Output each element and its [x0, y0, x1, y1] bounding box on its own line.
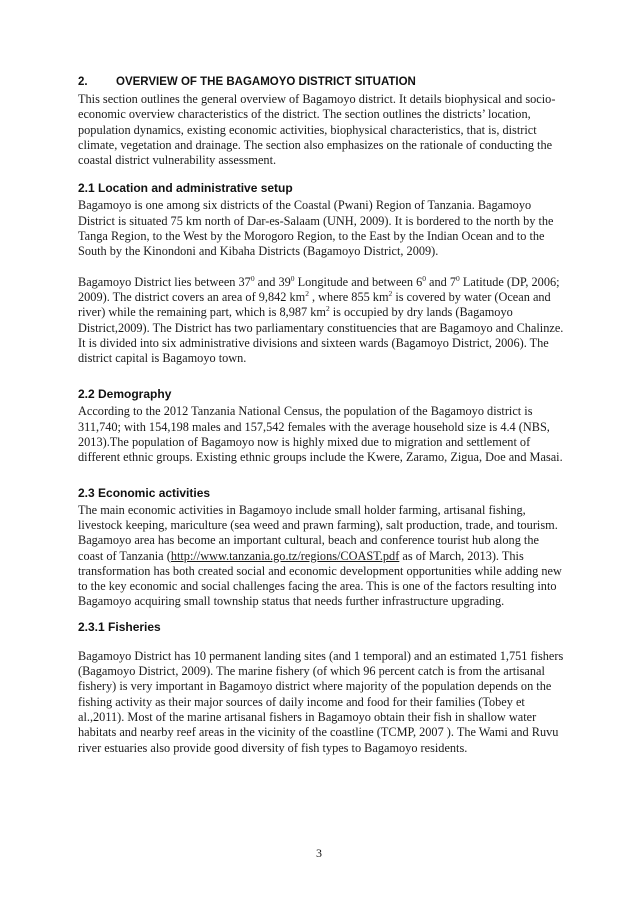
section-2-number: 2. — [78, 76, 88, 88]
section-2-title: OVERVIEW OF THE BAGAMOYO DISTRICT SITUATION — [116, 76, 416, 88]
section-2-1-para-2: Bagamoyo District lies between $37^0$ and $39^0$ Longitude and between $6^0$ and $7^0$ Latitude (DP, 2006; 2009). The district covers an area of 9,842 $km^2$ , where 855 $km^2$ is covered by water (Ocean and river) while the remaining part, which is 8,987 $km^2$ is occupied by dry lands (Bagamoyo District,2009). The District has two parliamentary constituencies that are Bagamoyo and Chalinze. It is divided into six administrative divisions and sixteen wards (Bagamoyo District, 2006). The district capital is Bagamoyo town. — [78, 273, 564, 366]
section-2-3-1-heading: 2.3.1 Fisheries — [78, 619, 161, 634]
section-2-2-heading: 2.2 Demography — [78, 387, 172, 402]
section-2-3-para: The main economic activities in Bagamoyo include small holder farming, artisanal fishing, livestock keeping, mariculture (sea weed and prawn farming), salt production, trade, and tourism. Bagamoyo area has become an important cultural, beach and conference tourist hub along the coast of Tanzania (http://www.tanzania.go.tz/regions/COAST.pdf as of March, 2013). This transformation has both created social and economic development opportunities while adding new to the key economic and social challenges facing the area. This is one of the factors resulting into Bagamoyo acquiring small township status that needs further infrastructure upgrading. — [78, 502, 562, 609]
section-2-intro: This section outlines the general overview of Bagamoyo district. It details biophysical and socio-economic overview characteristics of the district. The section outlines the districts’ location, population dynamics, existing economic activities, biophysical characteristics, that is, district climate, vegetation and drainage. The section also emphasizes on the rationale of conducting the coastal district vulnerability assessment. — [78, 92, 556, 168]
page-number: 3 — [316, 846, 322, 860]
section-2-3-1-para: Bagamoyo District has 10 permanent landing sites (and 1 temporal) and an estimated 1,751 fishers (Bagamoyo District, 2009). The marine fishery (of which 96 percent catch is from the artisanal fishery) is very important in Bagamoyo district where majority of the population depends on the fishing activity as their major sources of daily income and food for their families (Tobey et al.,2011). Most of the marine artisanal fishers in Bagamoyo obtain their fish in shallow water habitats and nearby reef areas in the vicinity of the coastline (TCMP, 2007 ). The Wami and Ruvu river estuaries also provide good diversity of fish types to Bagamoyo residents. — [78, 648, 564, 755]
coast-region-link[interactable]: http://www.tanzania.go.tz/regions/COAST.pdf — [170, 548, 400, 563]
section-2-heading — [78, 76, 564, 88]
section-2-3-heading: 2.3 Economic activities — [78, 485, 211, 500]
page-content — [78, 76, 564, 756]
section-2-1-heading: 2.1 Location and administrative setup — [78, 181, 293, 196]
section-2-1-para-1: Bagamoyo is one among six districts of the Coastal (Pwani) Region of Tanzania. Bagamoyo District is situated 75 km north of Dar-es-Salaam (UNH, 2009). It is bordered to the north by the Tanga Region, to the West by the Morogoro Region, to the East by the Indian Ocean and to the South by the Kinondoni and Kibaha Districts (Bagamoyo District, 2009). — [78, 198, 554, 259]
section-2-2-para: According to the 2012 Tanzania National Census, the population of the Bagamoyo district is 311,740; with 154,198 males and 157,542 females with the average household size is 4.4 (NBS, 2013).The population of Bagamoyo now is highly mixed due to migration and settlement of different ethnic groups. Existing ethnic groups include the Kwere, Zaramo, Zigua, Doe and Masai. — [78, 404, 563, 465]
